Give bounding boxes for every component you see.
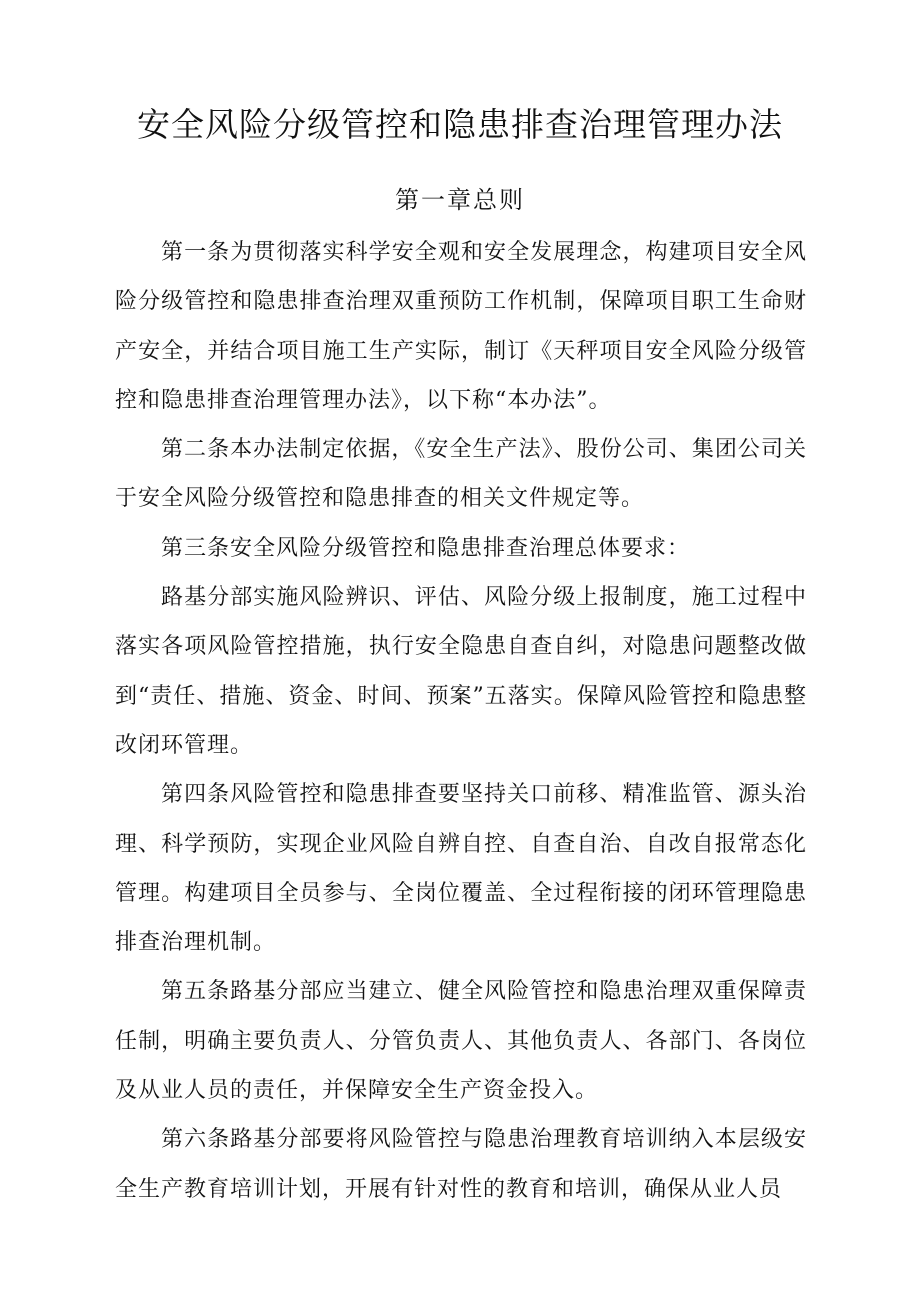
paragraph-article-4: 第四条风险管控和隐患排查要坚持关口前移、精准监管、源头治理、科学预防，实现企业风险自辨自控、自查自治、自改自报常态化管理。构建项目全员参与、全岗位覆盖、全过程衔接的闭环管理隐患排查治理机制。 [115, 782, 807, 956]
paragraph-article-6: 第六条路基分部要将风险管控与隐患治理教育培训纳入本层级安全生产教育培训计划，开展有针对性的教育和培训，确保从业人员 [115, 1127, 807, 1202]
document-title: 安全风险分级管控和隐患排查治理管理办法 [137, 105, 783, 144]
chapter-title: 第一章总则 [395, 186, 525, 214]
document-body [115, 228, 807, 1214]
paragraph-article-5: 第五条路基分部应当建立、健全风险管控和隐患治理双重保障责任制，明确主要负责人、分管负责人、其他负责人、各部门、各岗位及从业人员的责任，并保障安全生产资金投入。 [115, 979, 807, 1104]
paragraph-article-2: 第二条本办法制定依据，《安全生产法》、股份公司、集团公司关于安全风险分级管控和隐患排查的相关文件规定等。 [115, 437, 807, 512]
paragraph-article-3-detail: 路基分部实施风险辨识、评估、风险分级上报制度，施工过程中落实各项风险管控措施，执行安全隐患自查自纠，对隐患问题整改做到“责任、措施、资金、时间、预案”五落实。保障风险管控和隐患整改闭环管理。 [115, 585, 807, 758]
paragraph-article-1: 第一条为贯彻落实科学安全观和安全发展理念，构建项目安全风险分级管控和隐患排查治理双重预防工作机制，保障项目职工生命财产安全，并结合项目施工生产实际，制订《天秤项目安全风险分级管控和隐患排查治理管理办法》，以下称“本办法”。 [115, 240, 807, 413]
paragraph-article-3: 第三条安全风险分级管控和隐患排查治理总体要求： [161, 535, 691, 561]
